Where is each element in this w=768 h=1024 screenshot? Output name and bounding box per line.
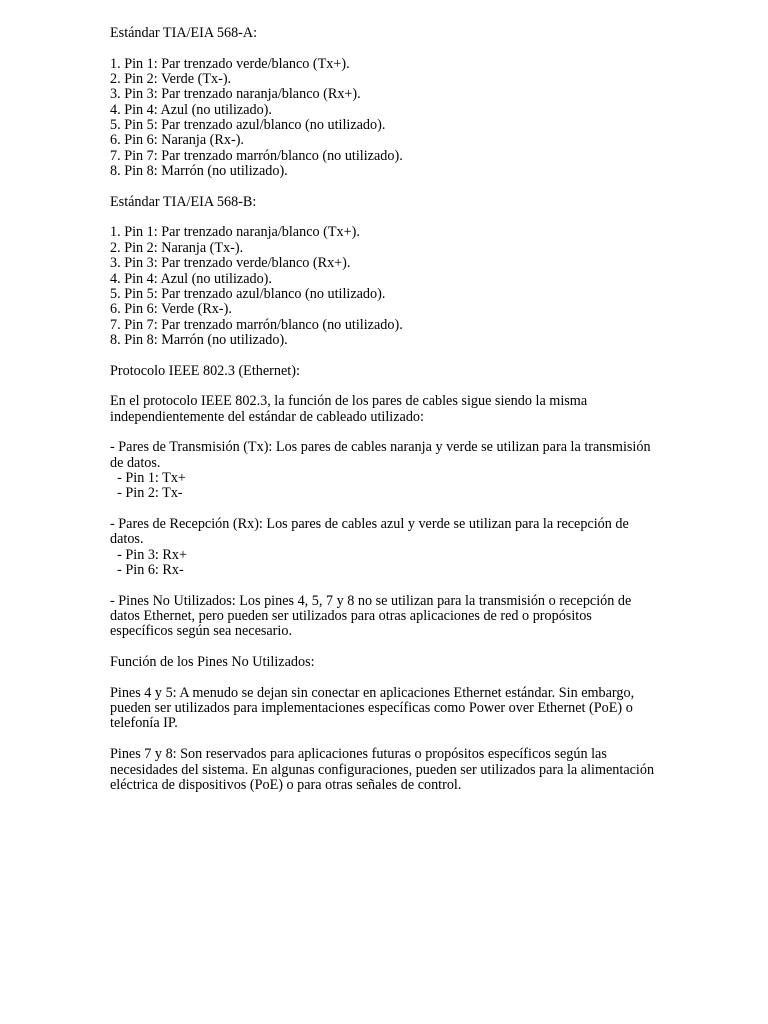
- text-line: 3. Pin 3: Par trenzado naranja/blanco (Rx+).: [110, 86, 361, 103]
- text-line: 2. Pin 2: Verde (Tx-).: [110, 71, 232, 88]
- text-line: independientemente del estándar de cableado utilizado:: [110, 408, 424, 425]
- text-line: 7. Pin 7: Par trenzado marrón/blanco (no utilizado).: [110, 147, 403, 164]
- text-line: 6. Pin 6: Verde (Rx-).: [110, 301, 232, 318]
- text-line: de datos.: [110, 454, 161, 471]
- text-line: - Pares de Recepción (Rx): Los pares de cables azul y verde se utilizan para la recepción de: [110, 516, 629, 532]
- section-heading: Estándar TIA/EIA 568-B:: [110, 193, 257, 210]
- section-heading: Función de los Pines No Utilizados:: [110, 654, 315, 671]
- text-line: 8. Pin 8: Marrón (no utilizado).: [110, 331, 288, 348]
- paragraph-gap: [110, 670, 670, 685]
- text-line: eléctrica de dispositivos (PoE) o para otras señales de control.: [110, 776, 462, 793]
- text-line: necesidades del sistema. En algunas configuraciones, pueden ser utilizados para la alimentación: [110, 761, 655, 778]
- paragraph-gap: [110, 578, 670, 593]
- text-line: En el protocolo IEEE 802.3, la función de los pares de cables sigue siendo la misma: [110, 393, 588, 410]
- text-line: Pines 7 y 8: Son reservados para aplicaciones futuras o propósitos específicos según las: [110, 746, 607, 763]
- section-heading: Protocolo IEEE 802.3 (Ethernet):: [110, 362, 300, 379]
- paragraph-gap: [110, 379, 670, 394]
- paragraph-gap: [110, 348, 670, 363]
- text-line: - Pin 1: Tx+: [110, 469, 186, 486]
- text-line: datos.: [110, 531, 144, 548]
- text-line: - Pines No Utilizados: Los pines 4, 5, 7 y 8 no se utilizan para la transmisión o recepción de: [110, 592, 632, 609]
- text-line: 3. Pin 3: Par trenzado verde/blanco (Rx+).: [110, 255, 351, 272]
- paragraph-gap: [110, 179, 670, 194]
- text-line: específicos según sea necesario.: [110, 623, 292, 640]
- document-page: [110, 26, 670, 793]
- text-line: 4. Pin 4: Azul (no utilizado).: [110, 270, 272, 287]
- text-line: 1. Pin 1: Par trenzado naranja/blanco (Tx+).: [110, 224, 360, 241]
- paragraph-gap: [110, 41, 670, 56]
- text-line: 5. Pin 5: Par trenzado azul/blanco (no utilizado).: [110, 117, 386, 134]
- text-line: - Pin 6: Rx-: [110, 562, 184, 579]
- paragraph-gap: [110, 502, 670, 517]
- text-line: pueden ser utilizados para implementaciones específicas como Power over Ethernet (PoE) o: [110, 700, 633, 717]
- section-heading: Estándar TIA/EIA 568-A:: [110, 25, 258, 41]
- paragraph-gap: [110, 210, 670, 225]
- text-line: 2. Pin 2: Naranja (Tx-).: [110, 239, 244, 256]
- text-line: - Pin 3: Rx+: [110, 546, 187, 563]
- text-line: - Pares de Transmisión (Tx): Los pares de cables naranja y verde se utilizan para la transmisión: [110, 439, 651, 456]
- text-line: 1. Pin 1: Par trenzado verde/blanco (Tx+).: [110, 55, 350, 72]
- text-line: 7. Pin 7: Par trenzado marrón/blanco (no utilizado).: [110, 316, 403, 333]
- paragraph-gap: [110, 732, 670, 747]
- text-line: Pines 4 y 5: A menudo se dejan sin conectar en aplicaciones Ethernet estándar. Sin embargo,: [110, 684, 635, 701]
- paragraph-gap: [110, 640, 670, 655]
- text-line: 8. Pin 8: Marrón (no utilizado).: [110, 163, 288, 180]
- text-line: 5. Pin 5: Par trenzado azul/blanco (no utilizado).: [110, 285, 386, 302]
- paragraph-gap: [110, 425, 670, 440]
- text-line: datos Ethernet, pero pueden ser utilizados para otras aplicaciones de red o propósitos: [110, 608, 592, 625]
- text-line: - Pin 2: Tx-: [110, 485, 183, 502]
- text-line: telefonía IP.: [110, 715, 178, 732]
- text-line: 4. Pin 4: Azul (no utilizado).: [110, 101, 272, 118]
- text-line: 6. Pin 6: Naranja (Rx-).: [110, 132, 244, 149]
